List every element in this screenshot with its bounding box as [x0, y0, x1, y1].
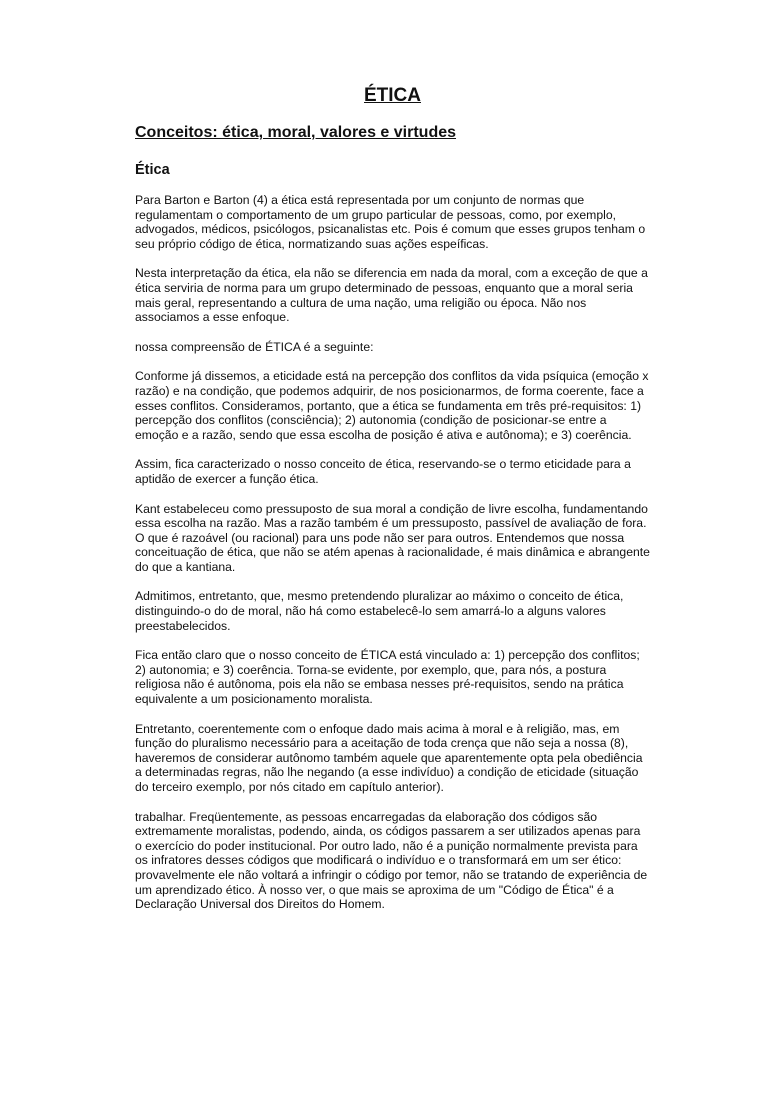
- paragraph-2: Nesta interpretação da ética, ela não se diferencia em nada da moral, com a exceção de que a ética serviria de norma para um grupo determinado de pessoas, enquanto que a moral seria mais geral, representando a cultura de uma nação, uma religião ou época. Não nos associamos a esse enfoque.: [135, 266, 648, 325]
- paragraph-7: Admitimos, entretanto, que, mesmo pretendendo pluralizar ao máximo o conceito de ética, distinguindo-o do de moral, não há como estabelecê-lo sem amarrá-lo a alguns valores preestabelecidos.: [135, 589, 624, 633]
- paragraph-1: Para Barton e Barton (4) a ética está representada por um conjunto de normas que regulamentam o comportamento de um grupo particular de pessoas, como, por exemplo, advogados, médicos, psicólogos, psicanalistas etc. Pois é comum que esses grupos tenham o seu próprio código de ética, normatizando suas ações espeíficas.: [135, 193, 646, 251]
- paragraph-3: nossa compreensão de ÉTICA é a seguinte:: [135, 339, 374, 354]
- paragraph-5: Assim, fica caracterizado o nosso conceito de ética, reservando-se o termo eticidade para a aptidão de exercer a função ética.: [135, 457, 631, 486]
- paragraph-6: Kant estabeleceu como pressuposto de sua moral a condição de livre escolha, fundamentando essa escolha na razão. Mas a razão também é um pressuposto, passível de avaliação de fora. O que é razoável (ou racional) para uns pode não ser para outros. Entendemos que nossa conceituação de ética, que não se atém apenas à racionalidade, é mais dinâmica e abrangente do que a kantiana.: [135, 501, 650, 574]
- paragraph-9: Entretanto, coerentemente com o enfoque dado mais acima à moral e à religião, mas, em função do pluralismo necessário para a aceitação de toda crença que não seja a nossa (8), haveremos de considerar autônomo também aquele que aparentemente opta pela obediência a determinadas regras, não lhe negando (a esse indivíduo) a condição de eticidade (situação do terceiro exemplo, por nós citado em capítulo anterior).: [135, 721, 643, 794]
- document-title: ÉTICA: [364, 85, 421, 106]
- paragraph-4: Conforme já dissemos, a eticidade está na percepção dos conflitos da vida psíquica (emoção x razão) e na condição, que podemos adquirir, de nos posicionarmos, de forma coerente, face a esses conflitos. Consideramos, portanto, que a ética se fundamenta em três pré-requisitos: 1) percepção dos conflitos (consciência); 2) autonomia (condição de posicionar-se entre a emoção e a razão, sendo que essa escolha de posição é ativa e autônoma); e 3) coerência.: [135, 369, 649, 442]
- section-heading: Ética: [135, 162, 170, 178]
- paragraph-10: trabalhar. Freqüentemente, as pessoas encarregadas da elaboração dos códigos são extremamente moralistas, podendo, ainda, os códigos passarem a ser utilizados apenas para o exercício do poder institucional. Por outro lado, não é a punição normalmente prevista para os infratores desses códigos que modificará o indivíduo e o transformará em um ser ético: provavelmente ele não voltará a infringir o código por temor, não se tratando de experiência de um aprendizado ético. À nosso ver, o que mais se aproxima de um "Código de Ética" é a Declaração Universal dos Direitos do Homem.: [135, 809, 648, 912]
- paragraph-8: Fica então claro que o nosso conceito de ÉTICA está vinculado a: 1) percepção dos conflitos; 2) autonomia; e 3) coerência. Torna-se evidente, por exemplo, que, para nós, a postura religiosa não é autônoma, pois ela não se embasa nesses pré-requisitos, sendo na prática equivalente a um posicionamento moralista.: [135, 648, 640, 707]
- document-page: [0, 84, 768, 1108]
- document-subtitle: Conceitos: ética, moral, valores e virtudes: [135, 124, 457, 141]
